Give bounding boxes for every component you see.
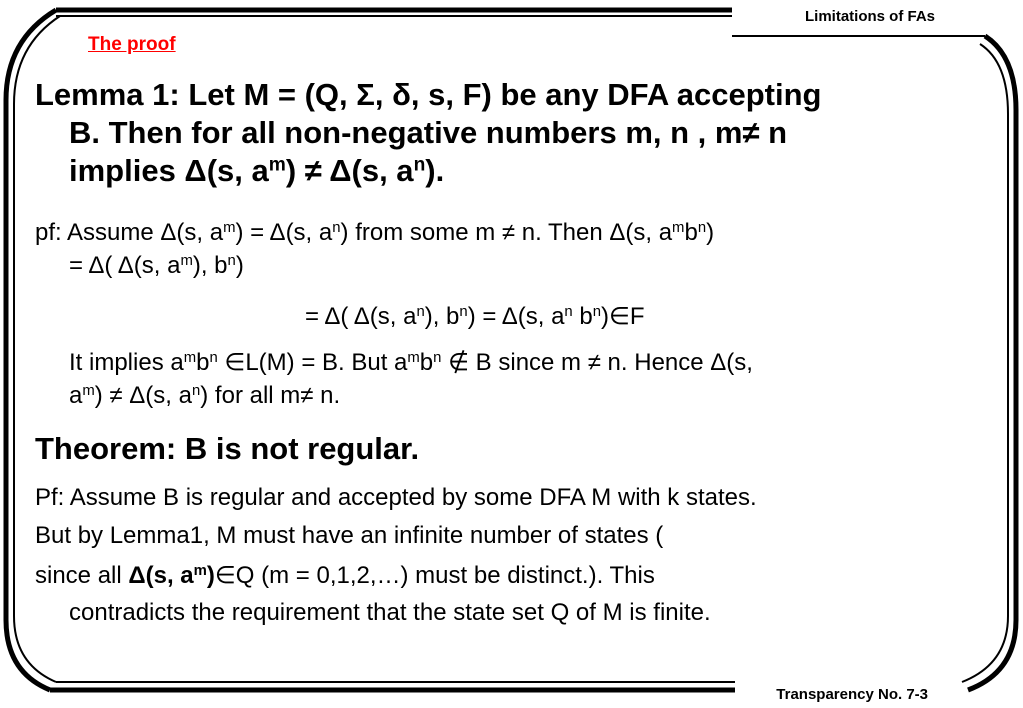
theorem-title: Theorem: B is not regular.: [35, 431, 420, 466]
proof-line-4: It implies $a^mb^n$ ∈L(M) = B. But $a^mb^n$ ∉ B since m ≠ n. Hence Δ(s,: [69, 349, 753, 376]
theorem-proof: [35, 480, 980, 629]
theorem-line-2: But by Lemma1, M must have an infinite number of states (: [35, 522, 664, 549]
proof-line-3: = Δ( Δ(s, $a^n$), $b^n) = \Delta(s$, $a^n$ $b^n)\in F$: [305, 303, 645, 330]
proof-conclusion: [35, 346, 980, 412]
proof-line-1: pf: Assume Δ(s, $a^m) = \Delta(s$, $a^n$) from some m ≠ n. Then Δ(s, $a^mb^n$): [35, 219, 715, 246]
proof-line-5: $a^m) \ne \Delta(s$, $a^n$) for all m≠ n.: [69, 382, 341, 409]
theorem-line-3: since all Δ(s, $a^m)\in Q$ (m = 0,1,2,…) must be distinct.). This: [35, 562, 655, 589]
lemma-block: [35, 76, 980, 190]
theorem-line-4: contradicts the requirement that the state set Q of M is finite.: [69, 599, 711, 626]
proof-line-2: = Δ( Δ(s, $a^m$), $b^n$): [69, 252, 244, 279]
proof-block: [35, 216, 980, 282]
lemma-line-2: B. Then for all non-negative numbers m, n , m≠ n: [69, 115, 788, 150]
slide-subtitle: The proof: [88, 34, 176, 55]
lemma-line-1: Lemma 1: Let M = (Q, Σ, δ, s, F) be any DFA accepting: [35, 77, 822, 112]
theorem-line-1: Pf: Assume B is regular and accepted by some DFA M with k states.: [35, 484, 757, 511]
lemma-line-3: implies Δ(s, $a^m) \ne \Delta(s$, $a^n$).: [69, 153, 445, 188]
slide-footer: Transparency No. 7-3: [776, 686, 928, 703]
slide-header: Limitations of FAs: [804, 8, 935, 25]
